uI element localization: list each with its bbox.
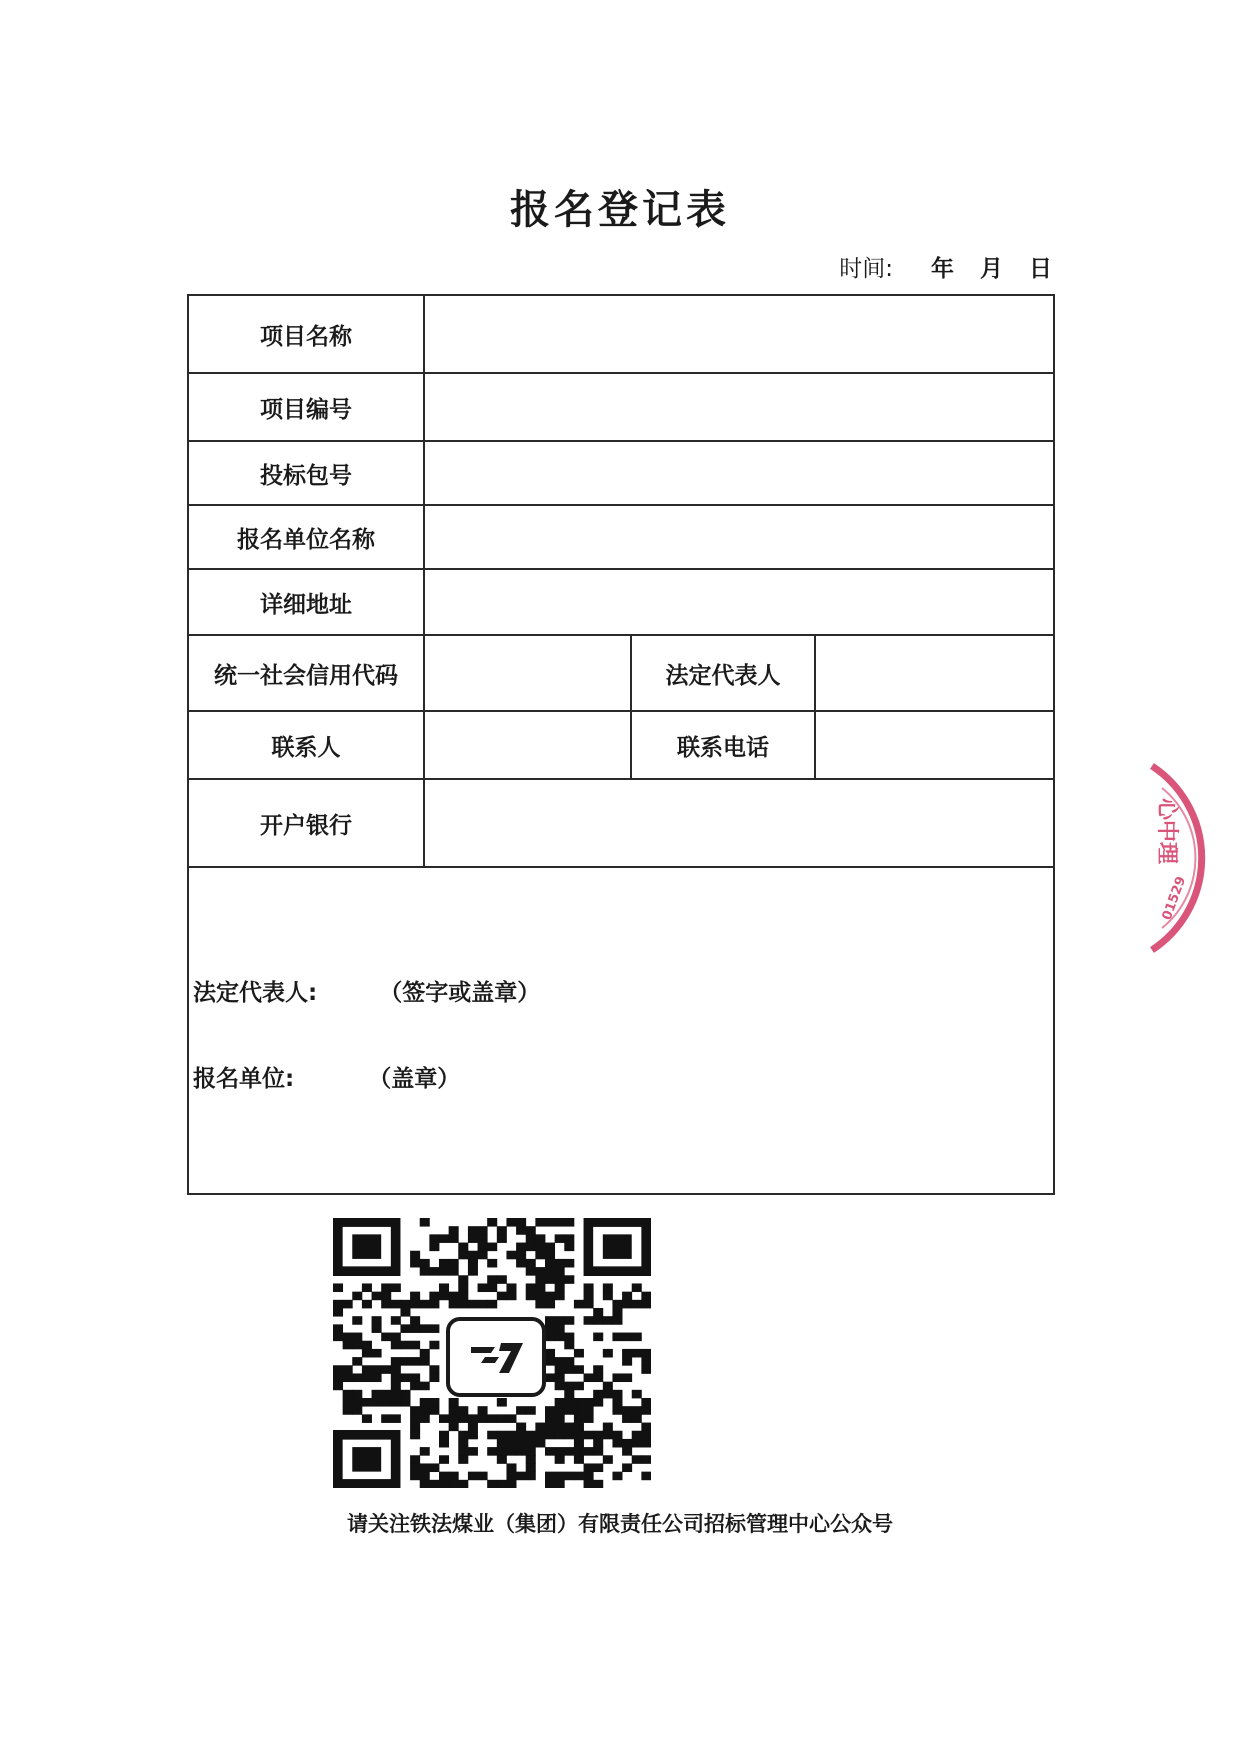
unit-seal-row	[193, 1060, 460, 1093]
credit-code-field[interactable]	[424, 635, 631, 711]
wechat-account-logo-icon	[446, 1317, 546, 1397]
qr-code	[333, 1218, 651, 1488]
credit-code-label: 统一社会信用代码	[188, 635, 424, 711]
date-line	[839, 250, 1052, 283]
address-label: 详细地址	[188, 569, 424, 635]
bid-package-field[interactable]	[424, 441, 1054, 505]
date-year: 年	[931, 256, 954, 282]
address-field[interactable]	[424, 569, 1054, 635]
seal-stamp-icon	[1150, 758, 1240, 958]
date-label: 时间:	[839, 256, 893, 282]
legal-rep-signature-label: 法定代表人:	[193, 980, 318, 1006]
unit-name-label: 报名单位名称	[188, 505, 424, 569]
unit-seal-note: （盖章）	[368, 1066, 461, 1092]
stamp-number: 01529	[1159, 874, 1190, 923]
qr-caption: 请关注铁法煤业（集团）有限责任公司招标管理中心公众号	[347, 1512, 893, 1536]
project-number-label: 项目编号	[188, 373, 424, 441]
contact-label: 联系人	[188, 711, 424, 779]
bank-field[interactable]	[424, 779, 1054, 867]
date-month: 月	[980, 256, 1003, 282]
unit-name-field[interactable]	[424, 505, 1054, 569]
project-number-field[interactable]	[424, 373, 1054, 441]
registration-table	[187, 294, 1055, 1195]
project-name-field[interactable]	[424, 295, 1054, 373]
date-day: 日	[1029, 256, 1052, 282]
stamp-text: 心中理	[1154, 798, 1179, 865]
phone-label: 联系电话	[631, 711, 815, 779]
contact-field[interactable]	[424, 711, 631, 779]
legal-rep-signature-row	[193, 974, 540, 1007]
bid-package-label: 投标包号	[188, 441, 424, 505]
project-name-label: 项目名称	[188, 295, 424, 373]
legal-rep-signature-note: （签字或盖章）	[379, 980, 541, 1006]
form-title: 报名登记表	[510, 187, 730, 233]
legal-rep-label: 法定代表人	[631, 635, 815, 711]
unit-seal-label: 报名单位:	[193, 1066, 295, 1092]
signature-area[interactable]	[188, 867, 1054, 1194]
legal-rep-field[interactable]	[815, 635, 1054, 711]
bank-label: 开户银行	[188, 779, 424, 867]
phone-field[interactable]	[815, 711, 1054, 779]
